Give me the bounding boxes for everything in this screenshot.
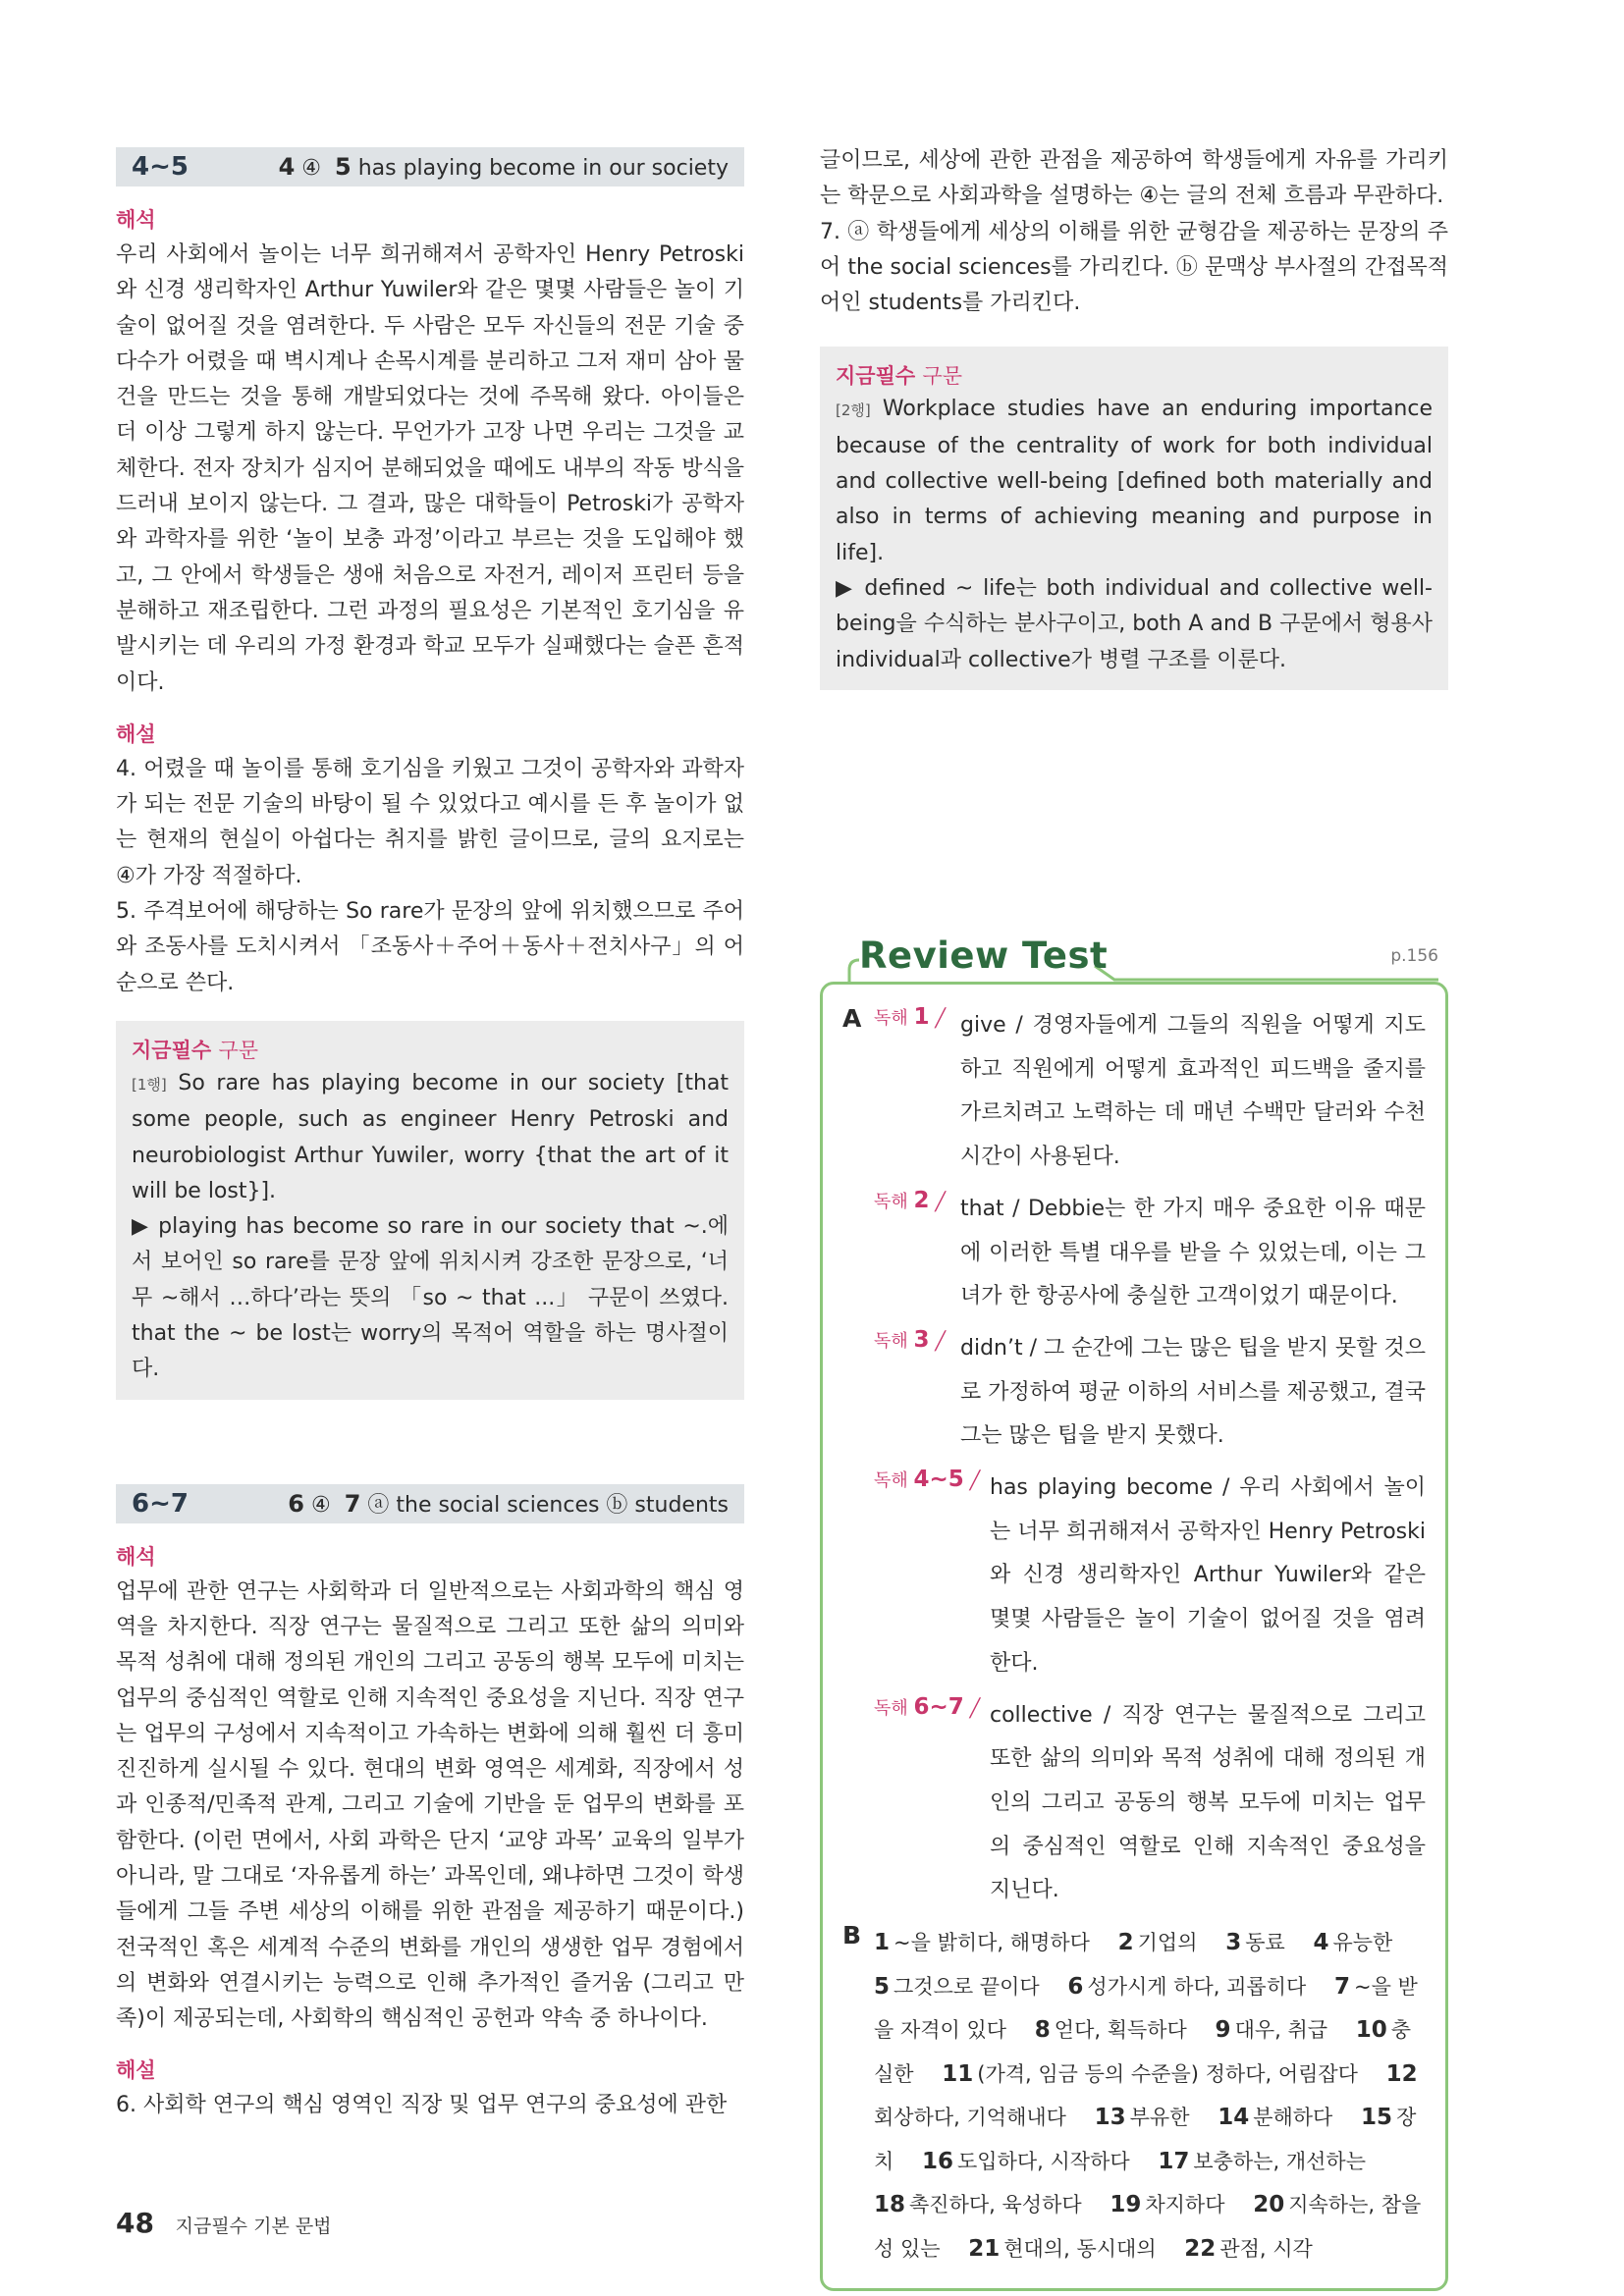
vocab-number: 18	[874, 2192, 906, 2218]
vocab-number: 7	[1333, 1973, 1350, 2000]
box-title-main: 지금필수	[836, 364, 916, 389]
vocab-meaning: 그것으로 끝이다	[893, 1974, 1040, 1999]
list-item	[874, 1188, 1426, 1319]
vocab-number: 5	[874, 1973, 891, 2000]
vocab-item	[1095, 2106, 1190, 2129]
review-header	[820, 933, 1448, 982]
vocab-meaning: 현대의, 동시대의	[1003, 2236, 1157, 2261]
vocab-number: 15	[1361, 2105, 1393, 2131]
vocab-meaning: 차지하다	[1145, 2193, 1225, 2217]
vocab-meaning: ~을 받을 자격이 있다	[874, 1974, 1418, 2043]
box-note: ▶ defined ~ life는 both individual and collective well-being을 수식하는 분사구이고, both A and B 구문에서 형용사 individual과 collective가 병렬 구조를 이룬다.	[836, 575, 1433, 672]
section-b	[842, 1921, 1426, 2270]
vocab-number: 14	[1218, 2105, 1250, 2131]
explanation-label: 해설	[116, 2058, 156, 2083]
vocab-number: 3	[1225, 1930, 1242, 1956]
box-title	[836, 360, 1433, 390]
vocab-number: 9	[1215, 2017, 1231, 2044]
section-a-items	[874, 1004, 1426, 1921]
review-test	[820, 933, 1448, 2291]
item-tag: 독해 3 ╱	[874, 1326, 947, 1353]
list-item	[874, 1467, 1426, 1686]
vocab-meaning: 성가시게 하다, 괴롭히다	[1087, 1974, 1307, 1999]
item-text: has playing become / 우리 사회에서 놀이는 너무 희귀해져서 공학자인 Henry Petroski와 신경 생리학자인 Arthur Yuwiler와 같은 몇몇 사람들은 놀이 기술이 없어질 것을 염려한다.	[990, 1475, 1426, 1676]
vocab-item	[942, 2062, 1358, 2086]
vocab-meaning: 보충하는, 개선하는	[1193, 2149, 1366, 2173]
vocab-meaning: 장치	[874, 2106, 1417, 2173]
vocab-item	[1067, 1975, 1306, 1999]
page-number: 48	[116, 2207, 154, 2239]
page-reference: p.156	[1390, 946, 1438, 966]
vocab-item	[1118, 1931, 1198, 1954]
vocab-number: 17	[1158, 2148, 1190, 2174]
answer-number: 4	[278, 153, 296, 181]
list-item	[874, 1327, 1426, 1459]
vocab-meaning: 유능한	[1332, 1931, 1393, 1955]
translation-text: 업무에 관한 연구는 사회학과 더 일반적으로는 사회과학의 핵심 영역을 차지한다. 직장 연구는 물질적으로 그리고 또한 삶의 의미와 목적 성취에 대해 정의된 개인의 그리고 공동의 행복 모두에 미치는 업무의 중심적인 역할로 인해 지속적인 중요성을 지닌다. 직장 연구는 업무의 구성에서 지속적이고 가속하는 변화에 의해 훨씬 더 흥미진진하게 실시될 수 있다. 현대의 변화 영역은 세계화, 직장에서 성과 인종적/민족적 관계, 그리고 기술에 기반을 둔 업무의 변화를 포함한다. (이런 면에서, 사회 과학은 단지 ‘교양 과목’ 교육의 일부가 아니라, 말 그대로 ‘자유롭게 하는’ 과목인데, 왜냐하면 그것이 학생들에게 그들 주변 세상의 이해를 위한 관점을 제공하기 때문이다.) 전국적인 혹은 세계적 수준의 변화를 개인의 생생한 업무 경험에서의 변화와 연결시키는 능력으로 인해 추가적인 즐거움 (그리고 만족)이 제공되는데, 사회학의 핵심적인 공헌과 약속 중 하나이다.	[116, 1578, 744, 2032]
vocab-meaning: 얻다, 획득하다	[1054, 2018, 1187, 2043]
vocab-number: 13	[1094, 2105, 1126, 2131]
answer-list	[288, 1488, 729, 1519]
answer-value: ④	[301, 156, 321, 181]
vocab-number: 12	[1385, 2060, 1418, 2087]
list-item	[874, 1004, 1426, 1180]
box-title-main: 지금필수	[132, 1038, 212, 1062]
vocab-item	[1158, 2150, 1366, 2173]
box-note: ▶ playing has become so rare in our society that ~.에서 보어인 so rare를 문장 앞에 위치시켜 강조한 문장으로, ‘너무 ~해서 …하다’라는 뜻의 「so ~ that ...」 구문이 쓰였다. that the ~ be lost는 worry의 목적어 역할을 하는 명사절이다.	[132, 1214, 729, 1382]
box-title-sub: 구문	[922, 364, 963, 389]
answer-number: 7	[344, 1490, 361, 1519]
section-a	[842, 1004, 1426, 1921]
vocab-item	[1184, 2237, 1313, 2261]
translation-label: 해석	[116, 208, 156, 232]
item-tag: 독해 2 ╱	[874, 1187, 947, 1213]
box-sentence-text: So rare has playing become in our society [that some people, such as engineer Henry Petroski and neurobiologist Arthur Yuwiler, worry {that the art of it will be lost}].	[132, 1070, 729, 1203]
vocab-item	[1216, 2018, 1328, 2042]
vocab-meaning: 촉진하다, 육성하다	[909, 2193, 1082, 2217]
item-tag: 독해 1 ╱	[874, 1004, 947, 1030]
vocab-item	[874, 1975, 1040, 1999]
question-range: 6~7	[132, 1488, 189, 1519]
vocab-item	[1225, 1931, 1285, 1954]
item-text: collective / 직장 연구는 물질적으로 그리고 또한 삶의 의미와 목적 성취에 대해 정의된 개인의 그리고 공동의 행복 모두에 미치는 업무의 중심적인 역할로 인해 지속적인 중요성을 지닌다.	[990, 1702, 1426, 1903]
vocab-item	[1218, 2106, 1332, 2129]
answer-bar-4-5	[116, 147, 744, 187]
vocab-item	[874, 1931, 1090, 1954]
answer-number: 5	[335, 153, 352, 181]
review-box	[820, 982, 1448, 2291]
vocab-meaning: 관점, 시각	[1219, 2236, 1313, 2261]
vocab-meaning: 대우, 취급	[1234, 2018, 1328, 2043]
vocab-meaning: (가격, 임금 등의 수준을) 정하다, 어림잡다	[977, 2061, 1358, 2086]
question-range: 4~5	[132, 152, 189, 182]
right-column	[820, 147, 1448, 690]
explanation-text: 6. 사회학 연구의 핵심 영역인 직장 및 업무 연구의 중요성에 관한	[116, 2093, 728, 2118]
item-text: that / Debbie는 한 가지 매우 중요한 이유 때문에 이러한 특별 대우를 받을 수 있었는데, 이는 그녀가 한 항공사에 충실한 고객이었기 때문이다.	[960, 1196, 1426, 1309]
answer-value: ⓐ the social sciences ⓑ students	[367, 1493, 729, 1519]
answer-number: 6	[288, 1489, 304, 1518]
vocab-item	[968, 2237, 1156, 2261]
line-tag: [1행]	[132, 1075, 167, 1094]
vocab-number: 11	[942, 2060, 974, 2087]
book-title: 지금필수 기본 문법	[175, 2216, 332, 2237]
vocab-item	[1313, 1931, 1392, 1954]
explanation-continued: 글이므로, 세상에 관한 관점을 제공하여 학생들에게 자유를 가리키는 학문으로 사회과학을 설명하는 ④는 글의 전체 흐름과 무관하다. 7. ⓐ 학생들에게 세상의 이해를 위한 균형감을 제공하는 문장의 주어 the social sciences를 가리킨다. ⓑ 문맥상 부사절의 간접목적어인 students를 가리킨다.	[820, 148, 1448, 316]
box-sentence-text: Workplace studies have an enduring importance because of the centrality of work for both individual and collective well-being [defined both materially and also in terms of achieving meaning and purpose in life].	[836, 397, 1433, 565]
answer-value: has playing become in our society	[357, 156, 729, 181]
item-text: didn’t / 그 순간에 그는 많은 팁을 받지 못할 것으로 가정하여 평균 이하의 서비스를 제공했고, 결국 그는 많은 팁을 받지 못했다.	[960, 1335, 1426, 1449]
vocab-meaning: 지속하는, 참을성 있는	[874, 2193, 1422, 2261]
left-column	[116, 147, 744, 2124]
box-sentence	[132, 1066, 729, 1209]
vocab-number: 2	[1117, 1930, 1134, 1956]
vocab-meaning: 도입하다, 시작하다	[957, 2149, 1130, 2173]
vocab-list	[874, 1921, 1426, 2270]
item-tag: 독해 4~5 ╱	[874, 1467, 981, 1493]
vocab-item	[874, 2193, 1082, 2216]
vocab-meaning: 회상하다, 기억해내다	[874, 2106, 1066, 2130]
box-title-sub: 구문	[218, 1038, 259, 1062]
vocab-meaning: 분해하다	[1253, 2106, 1333, 2130]
vocab-meaning: 기업의	[1137, 1931, 1198, 1955]
vocab-item	[1110, 2193, 1224, 2216]
translation-label: 해석	[116, 1544, 156, 1569]
item-tag: 독해 6~7 ╱	[874, 1693, 981, 1720]
vocab-item	[922, 2150, 1130, 2173]
answer-list	[279, 153, 729, 181]
key-syntax-box	[116, 1021, 744, 1400]
review-title: Review Test	[859, 934, 1109, 977]
vocab-meaning: 부유한	[1129, 2106, 1190, 2130]
vocab-number: 22	[1184, 2235, 1217, 2262]
translation-text: 우리 사회에서 놀이는 너무 희귀해져서 공학자인 Henry Petroski와 신경 생리학자인 Arthur Yuwiler와 같은 몇몇 사람들은 놀이 기술이 없어질 것을 염려한다. 두 사람은 모두 자신들의 전문 기술 중 다수가 어렸을 때 벽시계나 손목시계를 분리하고 그저 재미 삼아 물건을 만드는 것을 통해 개발되었다는 것에 주목해 왔다. 아이들은 더 이상 그렇게 하지 않는다. 무언가가 고장 나면 우리는 그것을 교체한다. 전자 장치가 심지어 분해되었을 때에도 내부의 작동 방식을 드러내 보이지 않는다. 그 결과, 많은 대학들이 Petroski가 공학자와 과학자를 위한 ‘놀이 보충 과정’이라고 부르는 것을 도입해야 했고, 그 안에서 학생들은 생애 처음으로 자전거, 레이저 프린터 등을 분해하고 재조립한다. 그런 과정의 필요성은 기본적인 호기심을 유발시키는 데 우리의 가정 환경과 학교 모두가 실패했다는 슬픈 흔적이다.	[116, 242, 744, 695]
vocab-item	[1035, 2018, 1187, 2042]
vocab-meaning: 동료	[1245, 1931, 1285, 1955]
vocab-meaning: ~을 밝히다, 해명하다	[893, 1931, 1090, 1955]
answer-value: ④	[310, 1492, 331, 1518]
explanation-label: 해설	[116, 721, 156, 746]
list-item	[874, 1694, 1426, 1914]
explanation-text: 4. 어렸을 때 놀이를 통해 호기심을 키웠고 그것이 공학자와 과학자가 되는 전문 기술의 바탕이 될 수 있었다고 예시를 든 후 놀이가 없는 현재의 현실이 아쉽다는 취지를 밝힌 글이므로, 글의 요지로는 ④가 가장 적절하다. 5. 주격보어에 해당하는 So rare가 문장의 앞에 위치했으므로 주어와 조동사를 도치시켜서 「조동사＋주어＋동사＋전치사구」의 어순으로 쓴다.	[116, 756, 744, 995]
vocab-number: 6	[1067, 1973, 1084, 2000]
answer-bar-6-7	[116, 1484, 744, 1523]
section-letter: A	[842, 1004, 862, 1033]
item-text: give / 경영자들에게 그들의 직원을 어떻게 지도하고 직원에게 어떻게 효과적인 피드백을 줄지를 가르치려고 노력하는 데 매년 수백만 달러와 수천 시간이 사용된다.	[960, 1013, 1426, 1170]
vocab-number: 20	[1253, 2192, 1285, 2218]
vocab-number: 16	[921, 2148, 953, 2174]
vocab-number: 4	[1313, 1930, 1329, 1956]
key-syntax-box	[820, 347, 1448, 689]
vocab-number: 1	[874, 1930, 891, 1956]
vocab-number: 10	[1355, 2017, 1387, 2044]
box-title	[132, 1035, 729, 1064]
vocab-number: 8	[1034, 2017, 1051, 2044]
vocab-meaning: 충실한	[874, 2018, 1412, 2086]
line-tag: [2행]	[836, 401, 871, 420]
vocab-number: 21	[968, 2235, 1001, 2262]
section-letter: B	[842, 1921, 862, 1950]
vocab-number: 19	[1110, 2192, 1142, 2218]
page-footer	[116, 2207, 332, 2239]
box-sentence	[836, 392, 1433, 570]
